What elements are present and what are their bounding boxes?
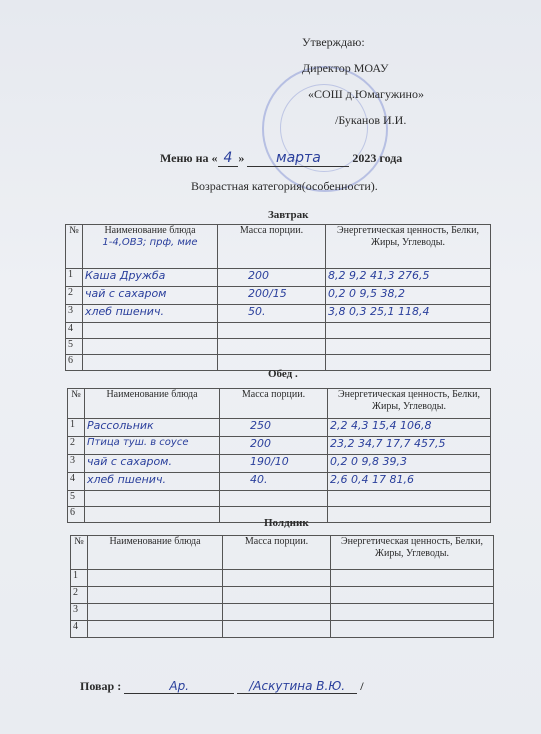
row-no: 2	[68, 437, 85, 455]
lunch-title: Обед .	[268, 368, 298, 380]
row-energy: 8,2 9,2 41,3 276,5	[326, 269, 491, 287]
row-energy	[331, 621, 494, 638]
row-dish: Рассольник	[85, 419, 220, 437]
lunch-table	[67, 388, 491, 523]
table-header-row	[71, 536, 494, 570]
table-row	[71, 587, 494, 604]
row-no: 4	[71, 621, 88, 638]
cook-label: Повар :	[80, 679, 122, 693]
row-mass	[223, 621, 331, 638]
row-dish: Птица туш. в соусе	[85, 437, 220, 455]
col-energy: Энергетическая ценность, Белки, Жиры, Углеводы.	[328, 389, 491, 419]
snack-table	[70, 535, 494, 638]
row-dish: хлеб пшенич.	[85, 473, 220, 491]
row-no: 3	[71, 604, 88, 621]
row-energy	[326, 323, 491, 339]
row-energy	[328, 507, 491, 523]
approval-heading: Утверждаю:	[302, 35, 365, 49]
menu-prefix: Меню на «	[160, 151, 218, 165]
menu-day: 4	[218, 150, 239, 167]
breakfast-title: Завтрак	[268, 209, 309, 221]
col-energy: Энергетическая ценность, Белки, Жиры, Углеводы.	[331, 536, 494, 570]
approval-position: Директор МОАУ	[302, 61, 389, 75]
row-no: 1	[68, 419, 85, 437]
approval-school: «СОШ д.Юмагужино»	[308, 87, 424, 101]
row-dish	[85, 507, 220, 523]
cook-line	[80, 679, 364, 694]
row-no: 6	[68, 507, 85, 523]
table-row	[66, 339, 491, 355]
row-mass: 200	[218, 269, 326, 287]
row-dish	[88, 587, 223, 604]
menu-month: марта	[247, 150, 349, 167]
col-dish: Наименование блюда	[104, 225, 196, 236]
row-no: 4	[66, 323, 83, 339]
row-mass: 200/15	[218, 287, 326, 305]
row-no: 3	[68, 455, 85, 473]
row-dish: Каша Дружба	[83, 269, 218, 287]
col-dish-cell	[83, 225, 218, 269]
col-dish: Наименование блюда	[85, 389, 220, 419]
row-energy: 2,2 4,3 15,4 106,8	[328, 419, 491, 437]
row-energy: 0,2 0 9,5 38,2	[326, 287, 491, 305]
row-mass: 250	[220, 419, 328, 437]
breakfast-note: 1-4,ОВЗ; прф, мие	[102, 237, 198, 248]
row-energy: 0,2 0 9,8 39,3	[328, 455, 491, 473]
row-mass	[223, 604, 331, 621]
row-dish	[88, 621, 223, 638]
cook-signature: Ар.	[124, 679, 234, 694]
col-mass: Масса порции.	[218, 225, 326, 269]
row-energy	[331, 587, 494, 604]
table-row	[68, 437, 491, 455]
row-energy: 23,2 34,7 17,7 457,5	[328, 437, 491, 455]
snack-title: Полдник	[264, 517, 309, 529]
row-energy: 3,8 0,3 25,1 118,4	[326, 305, 491, 323]
row-energy	[331, 604, 494, 621]
age-category: Возрастная категория(особенности).	[191, 179, 378, 193]
menu-middle: »	[238, 151, 245, 165]
row-mass	[218, 339, 326, 355]
col-mass: Масса порции.	[223, 536, 331, 570]
col-mass: Масса порции.	[220, 389, 328, 419]
col-dish: Наименование блюда	[88, 536, 223, 570]
row-dish	[83, 355, 218, 371]
col-no: №	[71, 536, 88, 570]
row-dish	[85, 491, 220, 507]
row-mass	[223, 570, 331, 587]
row-mass	[218, 323, 326, 339]
row-energy	[326, 339, 491, 355]
table-row	[66, 305, 491, 323]
table-row	[66, 287, 491, 305]
row-no: 2	[66, 287, 83, 305]
row-dish	[88, 604, 223, 621]
row-no: 6	[66, 355, 83, 371]
row-mass: 200	[220, 437, 328, 455]
col-no: №	[68, 389, 85, 419]
row-no: 2	[71, 587, 88, 604]
table-row	[68, 419, 491, 437]
table-row	[68, 491, 491, 507]
row-energy: 2,6 0,4 17 81,6	[328, 473, 491, 491]
breakfast-table	[65, 224, 491, 371]
table-header-row	[66, 225, 491, 269]
row-dish	[83, 339, 218, 355]
row-energy	[328, 491, 491, 507]
row-no: 3	[66, 305, 83, 323]
approval-block	[290, 29, 424, 133]
row-dish: чай с сахаром	[83, 287, 218, 305]
row-dish	[88, 570, 223, 587]
table-row	[71, 621, 494, 638]
approval-name: /Буканов И.И.	[335, 113, 407, 127]
table-header-row	[68, 389, 491, 419]
row-mass: 190/10	[220, 455, 328, 473]
row-dish	[83, 323, 218, 339]
table-row	[68, 455, 491, 473]
table-row	[71, 570, 494, 587]
row-mass	[223, 587, 331, 604]
row-no: 1	[66, 269, 83, 287]
menu-year: 2023 года	[352, 151, 403, 165]
row-energy	[326, 355, 491, 371]
table-row	[66, 269, 491, 287]
table-row	[66, 323, 491, 339]
row-no: 1	[71, 570, 88, 587]
cook-name: /Аскутина В.Ю.	[237, 679, 357, 694]
row-dish: чай с сахаром.	[85, 455, 220, 473]
table-row	[71, 604, 494, 621]
col-no: №	[66, 225, 83, 269]
col-energy: Энергетическая ценность, Белки, Жиры, Углеводы.	[326, 225, 491, 269]
row-no: 5	[66, 339, 83, 355]
row-dish: хлеб пшенич.	[83, 305, 218, 323]
row-no: 4	[68, 473, 85, 491]
row-energy	[331, 570, 494, 587]
row-mass: 40.	[220, 473, 328, 491]
menu-date-line	[160, 150, 402, 167]
row-mass: 50.	[218, 305, 326, 323]
row-mass	[220, 491, 328, 507]
row-no: 5	[68, 491, 85, 507]
cook-end: /	[360, 679, 364, 693]
table-row	[68, 473, 491, 491]
